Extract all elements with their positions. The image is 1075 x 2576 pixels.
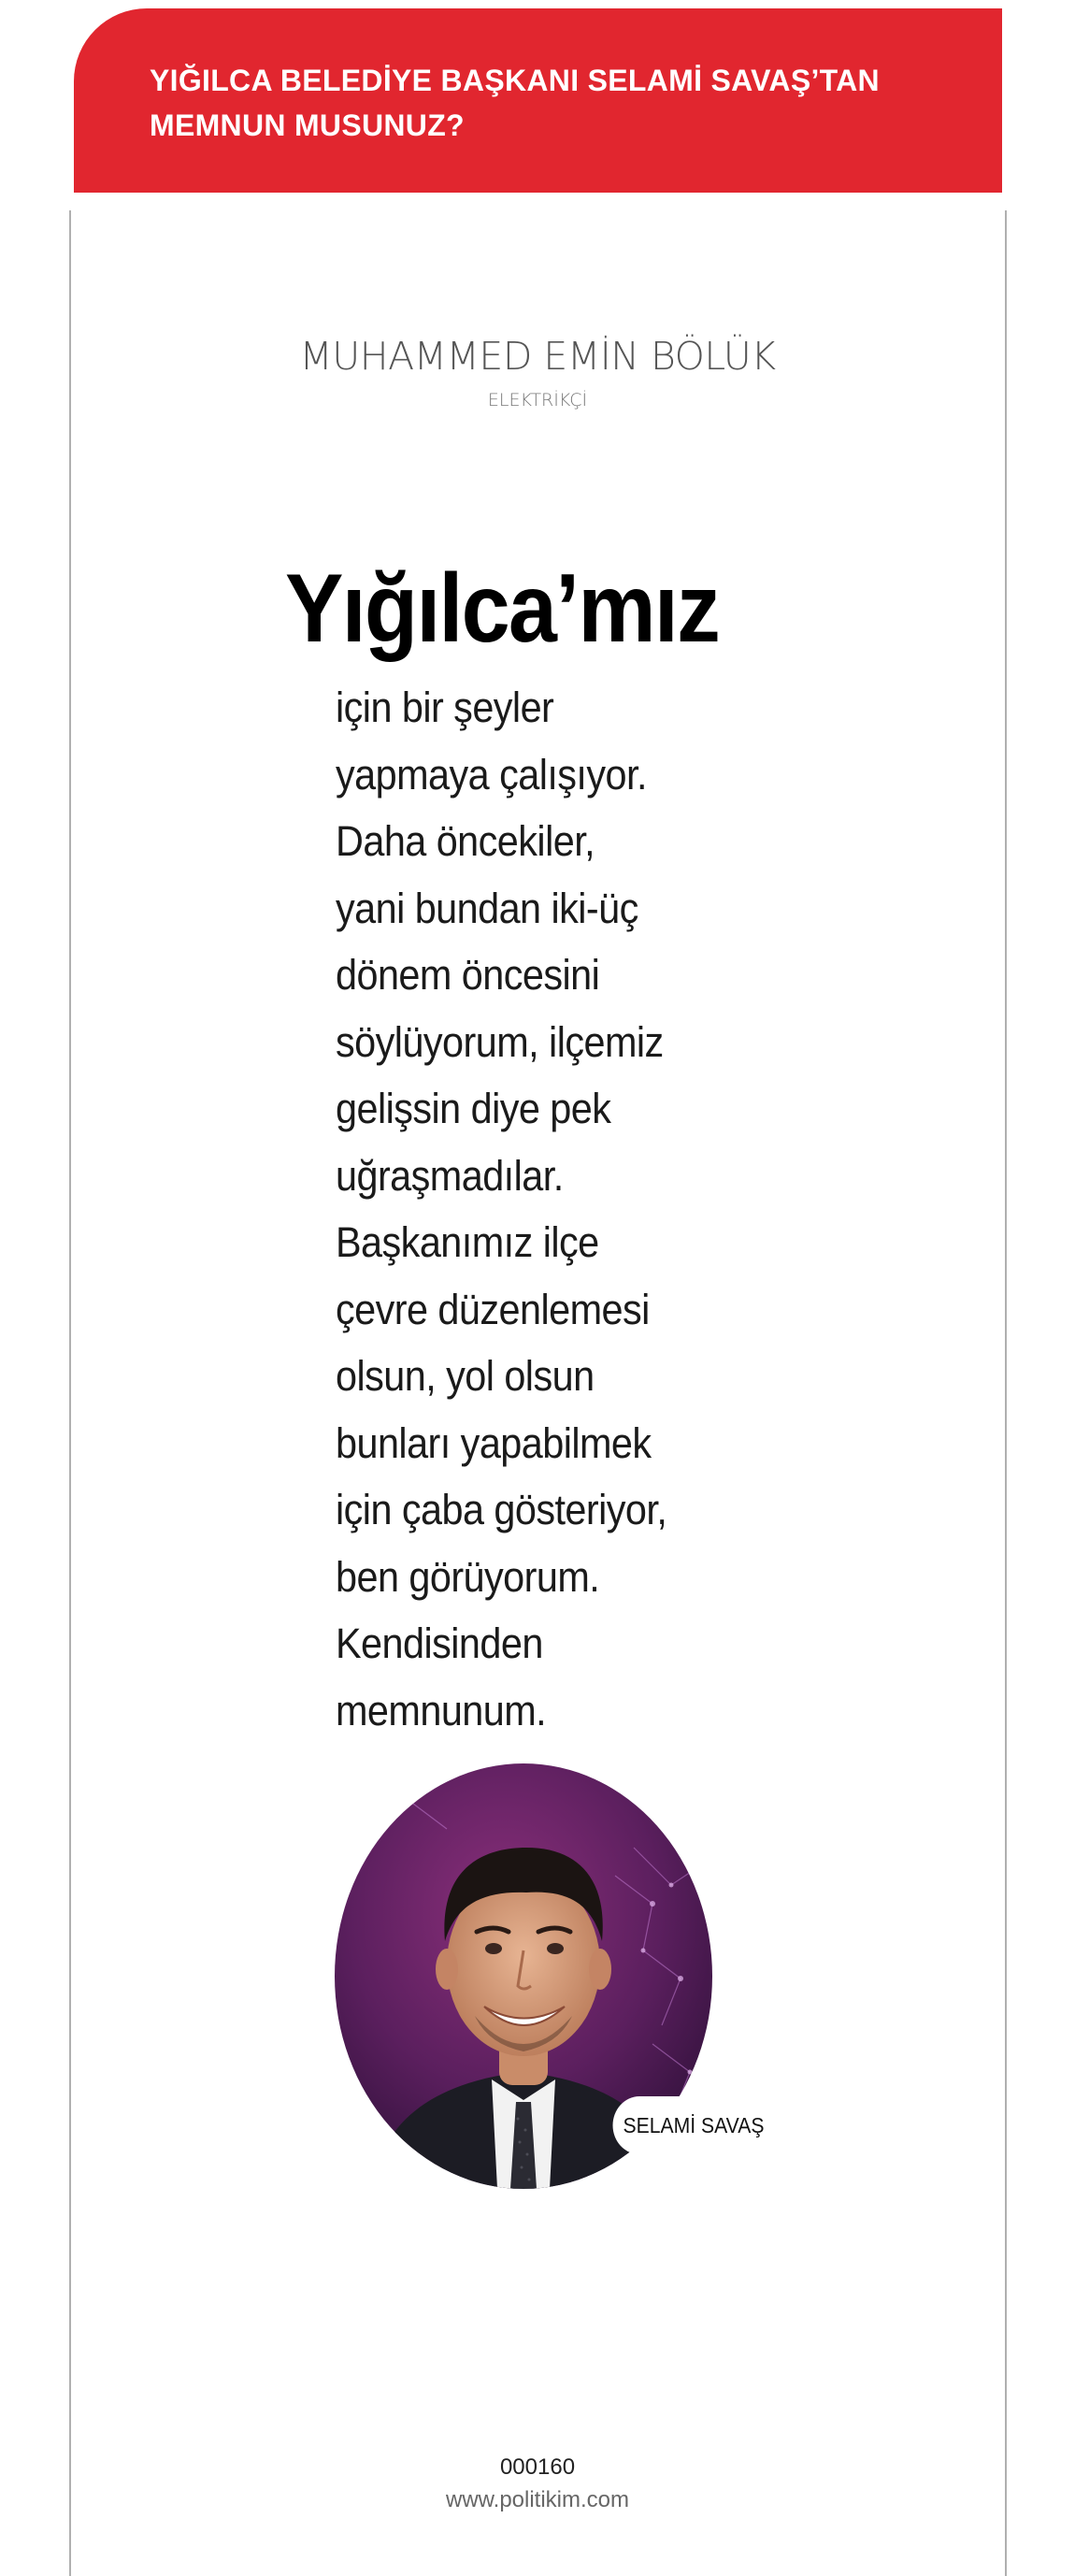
headline-line-1: YIĞILCA BELEDİYE BAŞKANI SELAMİ SAVAŞ’TAN — [150, 64, 880, 97]
quote-line: memnunum. — [336, 1686, 547, 1734]
footer-website: www.politikim.com — [445, 2487, 630, 2512]
quote-line: yani bundan iki-üç — [336, 884, 638, 932]
headline-banner — [74, 8, 1002, 193]
quote-line: bunları yapabilmek — [336, 1418, 652, 1467]
quote-body — [336, 674, 728, 1744]
headline-line-2: MEMNUN MUSUNUZ? — [150, 108, 465, 142]
quote-line: Kendisinden — [336, 1619, 543, 1667]
quote-line: için çaba gösteriyor, — [336, 1486, 667, 1533]
quote-line: olsun, yol olsun — [336, 1352, 595, 1400]
quote-line: gelişsin diye pek — [336, 1085, 611, 1132]
quote-line: Daha öncekiler, — [336, 817, 595, 865]
portrait-caption: SELAMİ SAVAŞ — [613, 2096, 775, 2154]
speaker-name: MUHAMMED EMİN BÖLÜK — [299, 334, 776, 379]
quote-line: Başkanımız ilçe — [336, 1218, 599, 1266]
quote-line: dönem öncesini — [336, 951, 600, 999]
footer-code: 000160 — [499, 2454, 576, 2480]
quote-headline: Yığılca’mız — [285, 554, 719, 663]
frame-left-rule — [69, 210, 71, 2576]
frame-right-rule — [1005, 210, 1007, 2576]
quote-line: ben görüyorum. — [336, 1552, 600, 1601]
quote-line: uğraşmadılar. — [336, 1151, 564, 1200]
quote-line: yapmaya çalışıyor. — [336, 750, 647, 799]
quote-line: söylüyorum, ilçemiz — [336, 1017, 664, 1066]
quote-line: çevre düzenlemesi — [336, 1285, 650, 1333]
headline-title — [150, 58, 1002, 148]
speaker-occupation: ELEKTRİKÇİ — [487, 390, 588, 410]
quote-line: için bir şeyler — [336, 684, 554, 731]
